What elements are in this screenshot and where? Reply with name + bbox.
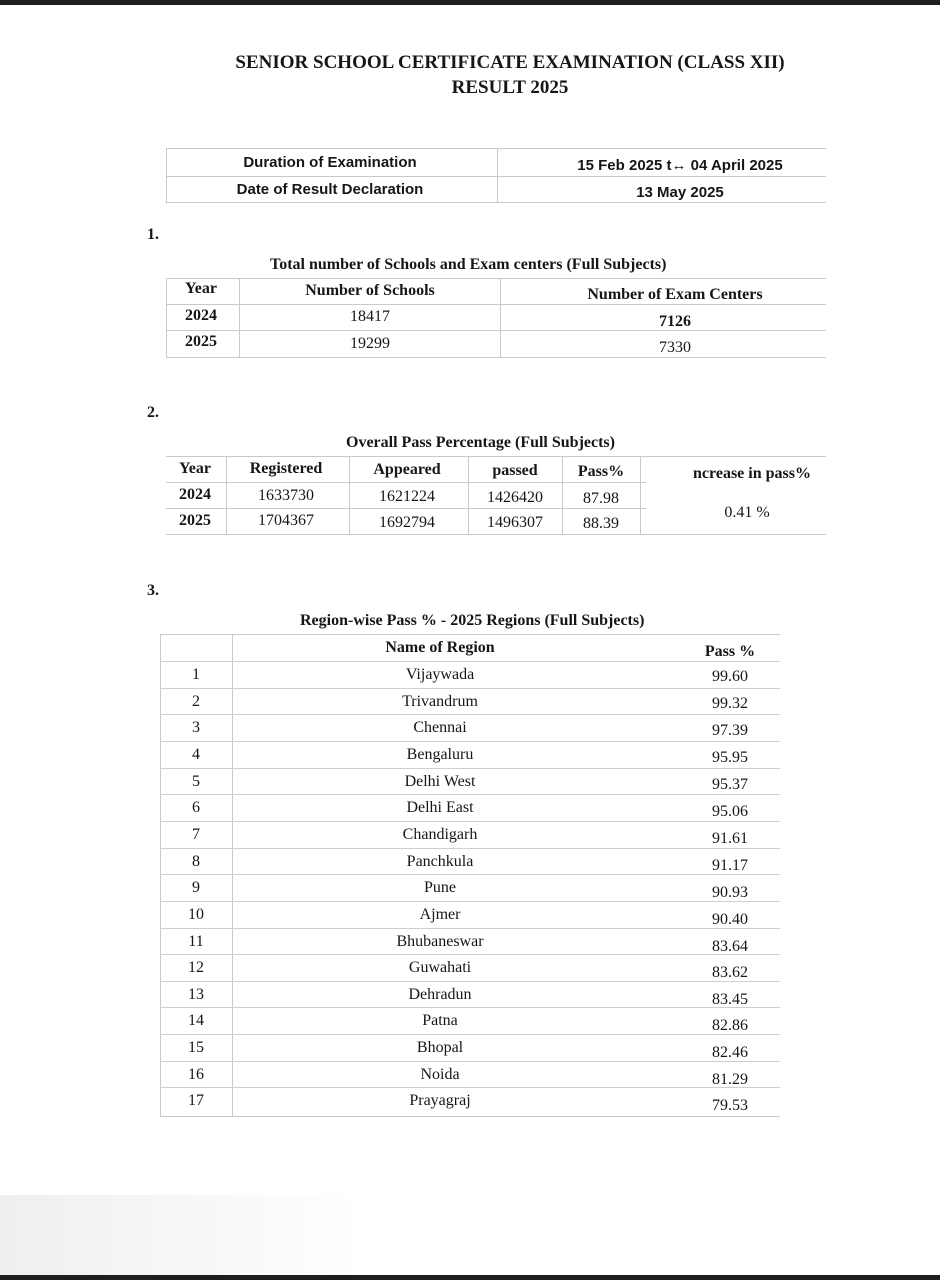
table-row [160, 1007, 780, 1035]
region-pass-pct: 83.62 [712, 964, 748, 982]
region-name: Delhi West [404, 772, 476, 790]
table-caption: Overall Pass Percentage (Full Subjects) [346, 434, 615, 451]
row-number: 1 [192, 666, 200, 683]
region-pass-pct: 90.40 [712, 910, 748, 928]
row-number: 17 [188, 1092, 204, 1110]
region-pass-pct: 81.29 [712, 1070, 748, 1088]
row-number: 11 [188, 932, 204, 950]
row-number: 15 [188, 1039, 204, 1057]
region-name: Vijaywada [405, 666, 475, 683]
col-header-schools: Number of Schools [305, 282, 435, 299]
document-subtitle: RESULT 2025 [451, 77, 569, 98]
section-number-2: 2. [147, 404, 159, 421]
increase-value: 0.41 % [724, 504, 770, 521]
table-row [160, 768, 780, 796]
table-row [160, 954, 780, 982]
region-name: Guwahati [408, 959, 472, 977]
table-row [160, 821, 780, 849]
row-number: 4 [192, 745, 200, 763]
region-name: Chandigarh [402, 825, 478, 843]
table-cell: 2025 [185, 333, 217, 350]
region-pass-pct: 90.93 [712, 883, 748, 901]
row-number: 13 [188, 985, 204, 1003]
document-title: SENIOR SCHOOL CERTIFICATE EXAMINATION (CLASS XII) [235, 52, 785, 73]
row-number: 16 [188, 1065, 204, 1083]
table-caption: Total number of Schools and Exam centers (Full Subjects) [270, 256, 667, 273]
region-pass-pct: 95.37 [712, 775, 748, 793]
table-cell: 1704367 [258, 512, 314, 529]
declaration-label: Date of Result Declaration [236, 181, 424, 198]
table-row [160, 688, 780, 716]
region-name: Delhi East [406, 799, 474, 817]
table-cell: 1496307 [487, 514, 543, 531]
region-pass-pct: 95.06 [712, 802, 748, 820]
table-cell: 1692794 [379, 514, 435, 531]
region-pass-pct: 99.32 [712, 694, 748, 712]
col-header-passed: passed [492, 462, 538, 479]
col-header-increase: ncrease in pass% [693, 465, 811, 482]
col-header-year: Year [179, 460, 211, 477]
region-name: Prayagraj [409, 1092, 471, 1110]
section-number-3: 3. [147, 582, 159, 599]
row-number: 2 [192, 692, 200, 710]
region-pass-pct: 83.64 [712, 937, 748, 955]
region-pass-pct: 95.95 [712, 748, 748, 766]
table-cell: 88.39 [583, 515, 619, 532]
top-border [0, 0, 940, 5]
duration-value: 15 Feb 2025 t↔ 04 April 2025 [577, 157, 783, 174]
table-row [160, 714, 780, 742]
table-cell: 7126 [659, 313, 691, 330]
col-header-pass-pct: Pass % [704, 643, 756, 660]
declaration-value: 13 May 2025 [636, 184, 724, 201]
region-pass-pct: 97.39 [712, 721, 748, 739]
table-row [160, 1061, 780, 1089]
row-number: 10 [188, 905, 204, 923]
photo-glare [0, 1195, 360, 1275]
row-number: 5 [192, 772, 200, 790]
table-row [160, 901, 780, 929]
table-cell: 1621224 [379, 488, 435, 505]
region-name: Dehradun [408, 985, 472, 1003]
region-pass-pct: 91.61 [712, 829, 748, 847]
col-header-registered: Registered [249, 460, 323, 477]
region-name: Panchkula [406, 852, 474, 870]
region-name: Patna [422, 1012, 458, 1030]
table-cell: 19299 [350, 335, 390, 352]
table-cell: 87.98 [583, 490, 619, 507]
row-number: 8 [192, 852, 200, 870]
table-caption: Region-wise Pass % - 2025 Regions (Full Subjects) [300, 612, 645, 629]
table-row [160, 928, 780, 956]
col-header-appeared: Appeared [373, 461, 441, 478]
row-number: 14 [188, 1012, 204, 1030]
section-number-1: 1. [147, 226, 159, 243]
table-cell: 2024 [179, 486, 211, 503]
table-row [160, 874, 780, 902]
region-pass-pct: 83.45 [712, 990, 748, 1008]
region-name: Bhubaneswar [396, 932, 484, 950]
table-cell: 1426420 [487, 489, 543, 506]
region-name: Bhopal [416, 1039, 464, 1057]
duration-label: Duration of Examination [243, 154, 417, 171]
table-cell: 2024 [185, 307, 217, 324]
table-cell: 18417 [350, 308, 390, 325]
region-name: Ajmer [419, 905, 461, 923]
region-pass-pct: 99.60 [712, 668, 748, 685]
table-row [160, 794, 780, 822]
col-header-year: Year [185, 280, 217, 297]
region-pass-pct: 82.86 [712, 1017, 748, 1035]
table-row [160, 981, 780, 1009]
row-number: 7 [192, 825, 200, 843]
table-cell: 1633730 [258, 487, 314, 504]
region-name: Trivandrum [402, 692, 478, 710]
bottom-border [0, 1275, 940, 1280]
col-header-pass-pct: Pass% [577, 463, 625, 480]
table-row [160, 848, 780, 876]
col-header-region: Name of Region [385, 639, 495, 656]
col-header-centers: Number of Exam Centers [587, 286, 763, 303]
row-number: 12 [188, 959, 204, 977]
region-name: Pune [424, 879, 456, 897]
table-row [160, 1034, 780, 1062]
region-pass-pct: 79.53 [712, 1097, 748, 1115]
table-row [160, 1087, 780, 1115]
row-number: 3 [192, 719, 200, 737]
table-cell: 7330 [659, 339, 691, 356]
region-name: Chennai [413, 719, 467, 737]
region-pass-pct: 82.46 [712, 1044, 748, 1062]
table-row [160, 661, 780, 689]
row-number: 9 [192, 879, 200, 897]
region-name: Noida [420, 1065, 460, 1083]
row-number: 6 [192, 799, 200, 817]
table-cell: 2025 [179, 512, 211, 529]
region-name: Bengaluru [406, 745, 474, 763]
region-pass-pct: 91.17 [712, 856, 748, 874]
table-row [160, 741, 780, 769]
